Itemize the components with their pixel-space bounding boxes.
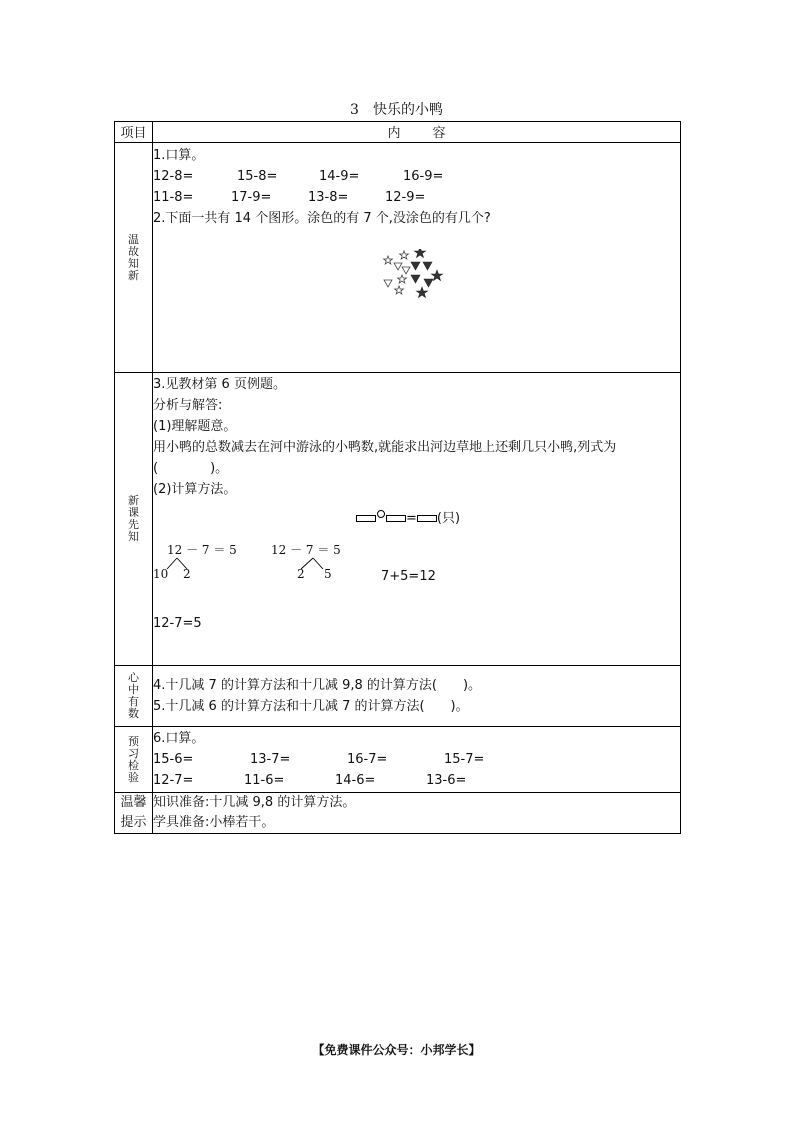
operator-circle — [377, 510, 385, 518]
calc-item: 17-9= — [231, 190, 272, 205]
q2-text: 2.下面一共有 14 个图形。涂色的有 7 个,没涂色的有几个? — [153, 211, 491, 226]
lesson-number: 3 — [350, 102, 359, 118]
header-row — [115, 122, 681, 143]
star-outline-icon — [395, 286, 404, 294]
label-char: 心 — [128, 671, 139, 684]
triangle-filled-icon — [424, 279, 433, 287]
review-label — [115, 143, 153, 373]
header-content-b: 容 — [432, 126, 446, 141]
calc-item: 13-8= — [308, 190, 349, 205]
tips-label-2: 提示 — [120, 815, 147, 830]
calc-item: 16-9= — [403, 169, 444, 184]
q1-row1 — [153, 166, 680, 187]
blank-box — [417, 515, 437, 522]
preview-row — [115, 727, 681, 793]
method3-equation: 7+5=12 — [381, 569, 436, 584]
worksheet-table — [114, 121, 681, 834]
method2-equation: 12 － 7 ＝ 5 — [271, 543, 341, 557]
new-lesson-label — [115, 373, 153, 666]
q6-row1 — [153, 749, 680, 770]
calc-item: 15-8= — [237, 169, 278, 184]
star-outline-icon — [384, 256, 393, 264]
star-outline-icon — [400, 251, 409, 259]
label-char: 验 — [128, 770, 139, 784]
label-char: 温 — [128, 232, 139, 246]
example-ref: 3.见教材第 6 页例题。 — [153, 377, 286, 392]
header-item: 项目 — [115, 122, 153, 143]
calc-item: 13-7= — [250, 752, 291, 767]
review-row — [115, 143, 681, 373]
insight-label — [115, 666, 153, 727]
label-char: 课 — [128, 506, 139, 519]
label-char: 知 — [128, 530, 139, 543]
label-char: 先 — [128, 518, 139, 531]
label-char: 新 — [128, 268, 139, 282]
star-filled-icon — [414, 249, 425, 258]
calc-item: 13-6= — [426, 773, 467, 788]
methods-area — [153, 541, 680, 601]
calc-item: 14-6= — [335, 773, 376, 788]
triangle-outline-icon — [394, 263, 402, 270]
label-char: 有 — [128, 695, 139, 708]
q1-row2 — [153, 187, 680, 208]
triangle-outline-icon — [402, 267, 410, 274]
calc-item: 15-6= — [153, 752, 194, 767]
tips-label — [115, 793, 153, 834]
lesson-title: 快乐的小鸭 — [372, 102, 443, 118]
star-outline-icon — [398, 275, 407, 283]
calc-item: 11-8= — [153, 190, 194, 205]
triangle-outline-icon — [384, 280, 392, 287]
triangle-filled-icon — [411, 275, 420, 283]
label-char: 新 — [128, 494, 139, 507]
q6-title: 6.口算。 — [153, 731, 205, 746]
equals-sign: = — [406, 511, 417, 526]
label-char: 预 — [128, 734, 139, 748]
method2-part-b: 5 — [324, 567, 332, 581]
step1-text: 用小鸭的总数减去在河中游泳的小鸭数,就能求出河边草地上还剩几只小鸭,列式为 — [153, 440, 617, 455]
insight-row — [115, 666, 681, 727]
calc-item: 11-6= — [244, 773, 285, 788]
new-lesson-row — [115, 373, 681, 666]
step1-heading: (1)理解题意。 — [153, 419, 237, 434]
header-content-a: 内 — [387, 126, 401, 141]
analysis-heading: 分析与解答: — [153, 398, 223, 413]
unit-label: (只) — [436, 511, 461, 526]
label-char: 知 — [128, 256, 139, 270]
footer-note: 【免费课件公众号：小邦学长】 — [312, 1043, 481, 1057]
tips-label-1: 温馨 — [120, 795, 147, 810]
tips-row — [115, 793, 681, 834]
preview-label — [115, 727, 153, 793]
page-title — [0, 100, 793, 120]
label-char: 中 — [128, 683, 139, 696]
insight-q4: 4.十几减 7 的计算方法和十几减 9,8 的计算方法( )。 — [153, 678, 482, 693]
q1-title: 1.口算。 — [153, 148, 205, 163]
calc-item: 16-7= — [347, 752, 388, 767]
method1-equation: 12 － 7 ＝ 5 — [167, 543, 237, 557]
shapes-figure — [381, 249, 461, 305]
step1-blank: ( )。 — [153, 461, 229, 476]
label-char: 故 — [128, 244, 139, 258]
formula-template — [153, 508, 680, 529]
label-char: 检 — [128, 758, 139, 772]
blank-box — [356, 515, 376, 522]
calc-item: 12-9= — [385, 190, 426, 205]
label-char: 习 — [128, 746, 139, 760]
calc-item: 12-8= — [153, 169, 194, 184]
insight-content — [153, 666, 681, 727]
step2-heading: (2)计算方法。 — [153, 482, 237, 497]
tips-knowledge: 知识准备:十几减 9,8 的计算方法。 — [153, 795, 356, 810]
calc-item: 15-7= — [444, 752, 485, 767]
preview-content — [153, 727, 681, 793]
header-content — [153, 122, 681, 143]
new-lesson-content — [153, 373, 681, 666]
label-char: 数 — [128, 707, 139, 720]
method1-part-b: 2 — [183, 567, 191, 581]
method2-part-a: 2 — [297, 567, 305, 581]
blank-box — [386, 515, 406, 522]
tips-content — [153, 793, 681, 834]
tips-tools: 学具准备:小棒若干。 — [153, 815, 275, 830]
calc-item: 14-9= — [319, 169, 360, 184]
insight-q5: 5.十几减 6 的计算方法和十几减 7 的计算方法( )。 — [153, 699, 469, 714]
result-equation: 12-7=5 — [153, 616, 202, 631]
q6-row2 — [153, 770, 680, 791]
method1-part-a: 10 — [153, 567, 169, 581]
calc-item: 12-7= — [153, 773, 194, 788]
review-content — [153, 143, 681, 373]
star-filled-icon — [416, 287, 427, 298]
triangle-filled-icon — [423, 262, 432, 270]
triangle-filled-icon — [411, 262, 420, 270]
